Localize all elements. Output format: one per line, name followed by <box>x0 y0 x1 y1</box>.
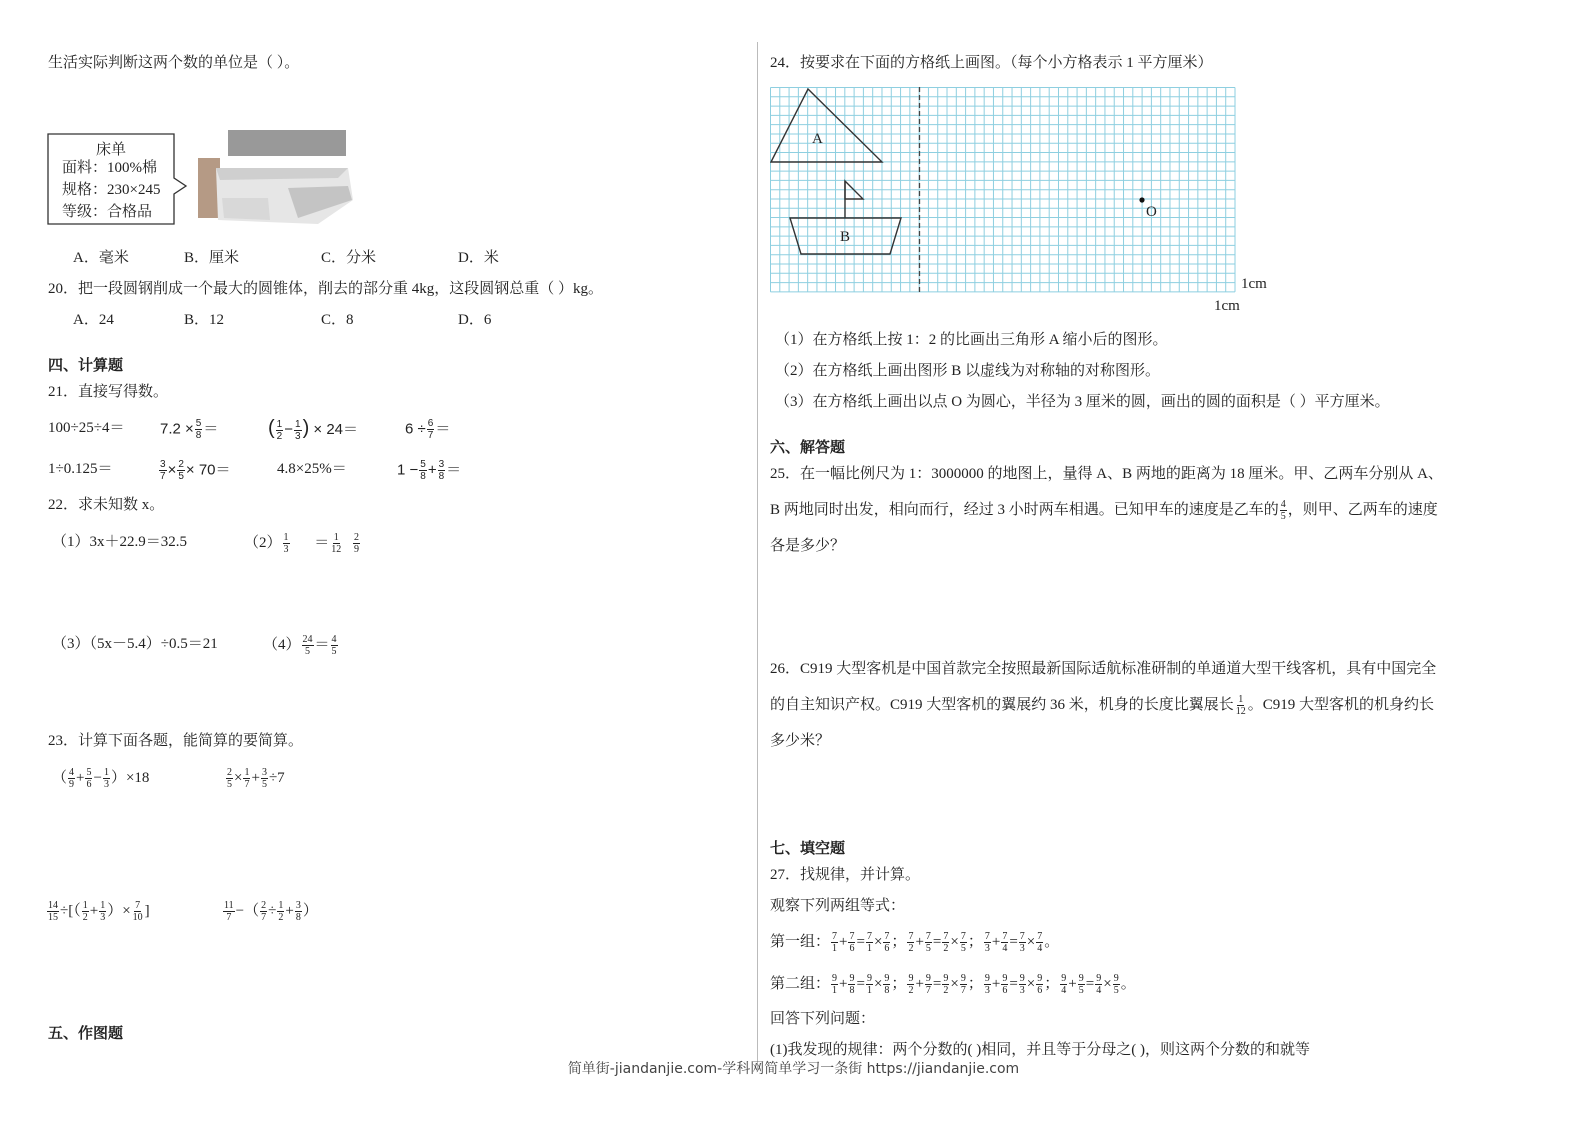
equation: $\frac{7}{1}$ + $\frac{7}{6}$ = $\frac{7}{1}$ × $\frac{7}{6}$ <box>832 931 890 954</box>
label-card-line2: 规格：230×245 <box>62 182 161 198</box>
q19-option-a: A．毫米 <box>73 250 129 266</box>
q24-sub1: （1）在方格纸上按 1：2 的比画出三角形 A 缩小后的图形。 <box>775 332 1168 348</box>
q27-observe: 观察下列两组等式： <box>770 898 906 914</box>
q21-stem: 21．直接写得数。 <box>48 384 169 400</box>
q22-part4: （4） $\frac{24}{5}$ ＝ $\frac{4}{5}$ <box>263 634 337 657</box>
group-1-row: 第一组： $\frac{7}{1}$ + $\frac{7}{6}$ = $\frac{7}{1}$ × $\frac{7}{6}$ ； $\frac{7}{2}$ + $\frac{7}{5}$ = $\frac{7}{2}$ × $\frac{7}{5}$ ； $\frac{7}{3}$ + $\frac{7}{4}$ = $\frac{7}{3}$ × $\frac{7}{4}$ 。 <box>770 931 1060 954</box>
fraction: $\frac{7}{3}$ <box>1019 931 1025 954</box>
q25-line3: 各是多少？ <box>770 538 846 554</box>
q20-option-a: A．24 <box>73 312 114 328</box>
q22-part3: （3）（5x－5.4）÷0.5＝21 <box>52 636 218 652</box>
q26-line1: 26．C919 大型客机是中国首款完全按照最新国际适航标准研制的单通道大型干线客机，具有中国完全 <box>770 661 1437 677</box>
point-o-label: O <box>1146 204 1157 220</box>
q22-part2: （2） $\frac{1}{3}$ ＝ $\frac{1}{12}$ $\frac{2}{9}$ <box>244 532 360 555</box>
q20-option-c: C．8 <box>321 312 354 328</box>
q24-sub3: （3）在方格纸上画出以点 O 为圆心，半径为 3 厘米的圆，画出的圆的面积是（ ）平方厘米。 <box>775 394 1390 410</box>
equation: $\frac{9}{3}$ + $\frac{9}{6}$ = $\frac{9}{3}$ × $\frac{9}{6}$ <box>984 973 1043 996</box>
footer-watermark: 简单街-jiandanjie.com-学科网简单学习一条街 https://jiandanjie.com <box>567 1061 1020 1077</box>
q19-option-b: B．厘米 <box>184 250 240 266</box>
fraction: $\frac{7}{1}$ <box>866 931 872 954</box>
q21-b: 7.2 × $\frac{5}{8}$ ＝ <box>160 418 219 441</box>
q26-line3: 多少米？ <box>770 733 831 749</box>
fraction: $\frac{9}{4}$ <box>1061 973 1067 996</box>
column-divider <box>757 42 758 1072</box>
fraction: $\frac{9}{3}$ <box>984 973 990 996</box>
fraction: $\frac{7}{6}$ <box>884 931 890 954</box>
equation: $\frac{9}{4}$ + $\frac{9}{5}$ = $\frac{9}{4}$ × $\frac{9}{5}$ <box>1061 973 1119 996</box>
fraction: $\frac{7}{5}$ <box>960 931 966 954</box>
q23-b: $\frac{2}{5}$ × $\frac{1}{7}$ + $\frac{3}{5}$ ÷7 <box>227 767 285 790</box>
q19-option-c: C．分米 <box>321 250 377 266</box>
fraction: $\frac{9}{4}$ <box>1096 973 1102 996</box>
bed-photo <box>198 128 356 228</box>
q21-g: 4.8×25%＝ <box>277 461 347 477</box>
point-o <box>1139 197 1144 202</box>
q20-option-b: B．12 <box>184 312 225 328</box>
q20-option-d: D．6 <box>458 312 492 328</box>
q22-part1: （1）3x＋22.9＝32.5 <box>52 534 188 550</box>
equation: $\frac{9}{1}$ + $\frac{9}{8}$ = $\frac{9}{1}$ × $\frac{9}{8}$ <box>832 973 890 996</box>
q27-answer-prompt: 回答下列问题： <box>770 1011 876 1027</box>
fraction: $\frac{9}{8}$ <box>884 973 890 996</box>
fraction: $\frac{9}{5}$ <box>1113 973 1119 996</box>
q23-stem: 23．计算下面各题，能简算的要简算。 <box>48 733 304 749</box>
fraction: $\frac{7}{4}$ <box>1002 931 1008 954</box>
q21-d: 6 ÷ $\frac{6}{7}$ ＝ <box>405 418 451 441</box>
fraction: $\frac{9}{7}$ <box>925 973 931 996</box>
triangle-a-label: A <box>812 131 823 147</box>
fraction: $\frac{7}{2}$ <box>908 931 914 954</box>
fraction: $\frac{9}{2}$ <box>943 973 949 996</box>
section-5-heading: 五、作图题 <box>48 1026 124 1042</box>
fraction: $\frac{9}{2}$ <box>908 973 914 996</box>
unit-horizontal: 1cm <box>1214 298 1240 314</box>
trapezoid-b-label: B <box>840 229 851 245</box>
q24-sub2: （2）在方格纸上画出图形 B 以虚线为对称轴的对称图形。 <box>775 363 1161 379</box>
fraction: $\frac{7}{5}$ <box>925 931 931 954</box>
label-card-line3: 等级：合格品 <box>62 204 153 220</box>
q23-c: $\frac{14}{15}$ ÷[（ $\frac{1}{2}$ + $\frac{1}{3}$ ）× $\frac{7}{10}$ ] <box>48 900 150 923</box>
q26-line2: 的自主知识产权。C919 大型客机的翼展约 36 米，机身的长度比翼展长 $\frac{1}{12}$ 。C919 大型客机的机身约长 <box>770 694 1435 717</box>
equation: $\frac{7}{3}$ + $\frac{7}{4}$ = $\frac{7}{3}$ × $\frac{7}{4}$ <box>984 931 1043 954</box>
equation: $\frac{9}{2}$ + $\frac{9}{7}$ = $\frac{9}{2}$ × $\frac{9}{7}$ <box>908 973 966 996</box>
fraction: $\frac{9}{6}$ <box>1037 973 1043 996</box>
fraction: $\frac{9}{8}$ <box>849 973 855 996</box>
q27-part1: (1)我发现的规律：两个分数的( )相同，并且等于分母之( )，则这两个分数的和就等 <box>770 1042 1310 1058</box>
fraction: $\frac{7}{2}$ <box>943 931 949 954</box>
q23-a: （ $\frac{4}{9}$ + $\frac{5}{6}$ − $\frac{1}{3}$ ）×18 <box>52 767 150 790</box>
q23-d: $\frac{11}{7}$ −（ $\frac{2}{7}$ ÷ $\frac{1}{2}$ + $\frac{3}{8}$ ） <box>224 900 318 923</box>
q21-a: 100÷25÷4＝ <box>48 420 125 436</box>
q25-line2: B 两地同时出发，相向而行，经过 3 小时两车相遇。已知甲车的速度是乙车的 $\frac{4}{5}$ ，则甲、乙两车的速度 <box>770 499 1438 522</box>
q21-e: 1÷0.125＝ <box>48 461 113 477</box>
fraction: $\frac{9}{3}$ <box>1019 973 1025 996</box>
q21-c: ( $\frac{1}{2}$ − $\frac{1}{3}$ ) × 24＝ <box>268 417 359 442</box>
q27-stem: 27．找规律，并计算。 <box>770 867 921 883</box>
fraction: $\frac{9}{1}$ <box>866 973 872 996</box>
fraction: $\frac{9}{6}$ <box>1002 973 1008 996</box>
section-7-heading: 七、填空题 <box>770 841 846 857</box>
unit-vertical: 1cm <box>1241 276 1267 292</box>
fraction: $\frac{9}{7}$ <box>960 973 966 996</box>
label-card-line1: 面料：100%棉 <box>62 160 157 176</box>
fraction: $\frac{7}{3}$ <box>984 931 990 954</box>
fraction: $\frac{7}{1}$ <box>832 931 838 954</box>
q19-tail: 生活实际判断这两个数的单位是（ ）。 <box>48 55 300 71</box>
group-2-row: 第二组： $\frac{9}{1}$ + $\frac{9}{8}$ = $\frac{9}{1}$ × $\frac{9}{8}$ ； $\frac{9}{2}$ + $\frac{9}{7}$ = $\frac{9}{2}$ × $\frac{9}{7}$ ； $\frac{9}{3}$ + $\frac{9}{6}$ = $\frac{9}{3}$ × $\frac{9}{6}$ ； $\frac{9}{4}$ + $\frac{9}{5}$ = $\frac{9}{4}$ × $\frac{9}{5}$ 。 <box>770 973 1136 996</box>
q21-h: 1 − $\frac{5}{8}$ + $\frac{3}{8}$ ＝ <box>397 459 462 482</box>
q19-option-d: D．米 <box>458 250 499 266</box>
q25-line1: 25．在一幅比例尺为 1：3000000 的地图上，量得 A、B 两地的距离为 18 厘米。甲、乙两车分别从 A、 <box>770 466 1443 482</box>
fraction: $\frac{9}{5}$ <box>1078 973 1084 996</box>
q21-f: $\frac{3}{7}$ × $\frac{2}{5}$ × 70＝ <box>160 459 231 482</box>
grid-paper <box>770 87 1270 315</box>
equation: $\frac{7}{2}$ + $\frac{7}{5}$ = $\frac{7}{2}$ × $\frac{7}{5}$ <box>908 931 966 954</box>
fraction: $\frac{7}{4}$ <box>1037 931 1043 954</box>
section-6-heading: 六、解答题 <box>770 440 846 456</box>
label-card-title: 床单 <box>96 142 127 158</box>
q24-stem: 24．按要求在下面的方格纸上画图。（每个小方格表示 1 平方厘米） <box>770 55 1213 71</box>
q20-stem: 20．把一段圆钢削成一个最大的圆锥体，削去的部分重 4kg，这段圆钢总重（ ）kg。 <box>48 281 604 297</box>
q22-stem: 22．求未知数 x。 <box>48 497 165 513</box>
fraction: $\frac{7}{6}$ <box>849 931 855 954</box>
section-4-heading: 四、计算题 <box>48 358 124 374</box>
fraction: $\frac{9}{1}$ <box>832 973 838 996</box>
